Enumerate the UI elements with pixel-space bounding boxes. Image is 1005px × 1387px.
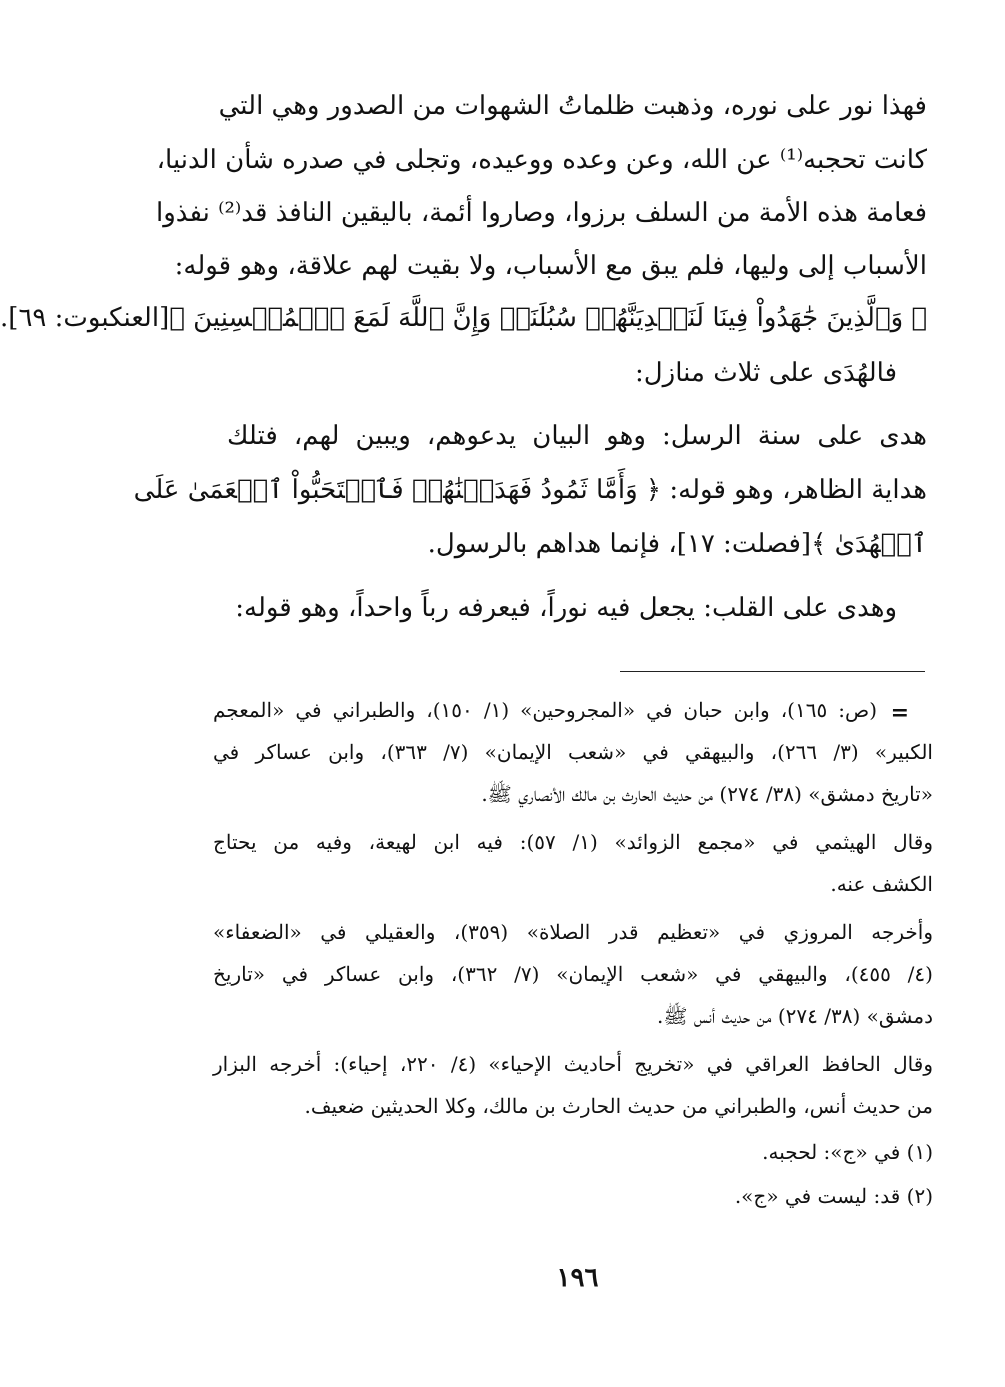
footnote-line: وقال الهيثمي في «مجمع الزوائد» (١/ ٥٧): فيه ابن لهيعة، وفيه من يحتاج	[213, 830, 933, 854]
main-line: ٱلۡهُدَىٰ ﴾[فصلت: ١٧]، فإنما هداهم بالرسول.	[427, 529, 927, 559]
main-line: كانت تحجبه⁽¹⁾ عن الله، وعن وعده ووعيده، وتجلى في صدره شأن الدنيا،	[156, 145, 927, 175]
main-line: هدى على سنة الرسل: وهو البيان يدعوهم، ويبين لهم، فتلك	[227, 421, 927, 451]
footnote-line: دمشق» (٣٨/ ٢٧٤) من حديث أنس ﷺ.	[657, 1004, 933, 1028]
footnote-line: «تاريخ دمشق» (٣٨/ ٢٧٤) من حديث الحارث بن مالك الأنصاري ﷺ.	[481, 782, 933, 806]
footnote-divider	[620, 671, 925, 672]
quran-verse-line: ﴿ وَٱلَّذِينَ جَٰهَدُواْ فِينَا لَنَهۡدِيَنَّهُمۡ سُبُلَنَاۚ وَإِنَّ ٱللَّهَ لَمَعَ ٱلۡمُحۡسِنِينَ ﴾[العنكبوت: ٦٩].	[0, 303, 927, 333]
page-number: ١٩٦	[556, 1263, 599, 1293]
main-line: فعامة هذه الأمة من السلف برزوا، وصاروا أئمة، باليقين النافذ قد⁽²⁾ نفذوا	[156, 198, 927, 228]
main-line: فهذا نور على نوره، وذهبت ظلماتُ الشهوات من الصدور وهي التي	[218, 91, 927, 121]
footnote-1: (١) في «ج»: لحجبه.	[762, 1140, 933, 1164]
continuation-mark: =	[890, 700, 909, 726]
main-line: الأسباب إلى وليها، فلم يبق مع الأسباب، ولا بقيت لهم علاقة، وهو قوله:	[174, 251, 927, 281]
footnote-line: وأخرجه المروزي في «تعظيم قدر الصلاة» (٣٥٩)، والعقيلي في «الضعفاء»	[213, 920, 933, 944]
footnote-line: (٤/ ٤٥٥)، والبيهقي في «شعب الإيمان» (٧/ ٣٦٢)، وابن عساكر في «تاريخ	[213, 962, 933, 986]
footnote-2: (٢) قد: ليست في «ج».	[734, 1184, 933, 1208]
footnote-line: الكشف عنه.	[830, 872, 933, 896]
footnote-line: الكبير» (٣/ ٢٦٦)، والبيهقي في «شعب الإيمان» (٧/ ٣٦٣)، وابن عساكر في	[213, 740, 933, 764]
footnote-line: (ص: ١٦٥)، وابن حبان في «المجروحين» (١/ ١٥٠)، والطبراني في «المعجم	[213, 698, 877, 722]
main-line: وهدى على القلب: يجعل فيه نوراً، فيعرفه رباً واحداً، وهو قوله:	[235, 593, 897, 623]
quran-verse-line: هداية الظاهر، وهو قوله: ﴿ وَأَمَّا ثَمُودُ فَهَدَيۡنَٰهُمۡ فَٱسۡتَحَبُّواْ ٱلۡعَمَىٰ عَلَى	[133, 475, 927, 505]
footnote-line: من حديث أنس، والطبراني من حديث الحارث بن مالك، وكلا الحديثين ضعيف.	[304, 1094, 933, 1118]
footnote-line: وقال الحافظ العراقي في «تخريج أحاديث الإحياء» (٤/ ٢٢٠، إحياء): أخرجه البزار	[213, 1052, 933, 1076]
main-line: فالهُدَى على ثلاث منازل:	[635, 358, 897, 388]
